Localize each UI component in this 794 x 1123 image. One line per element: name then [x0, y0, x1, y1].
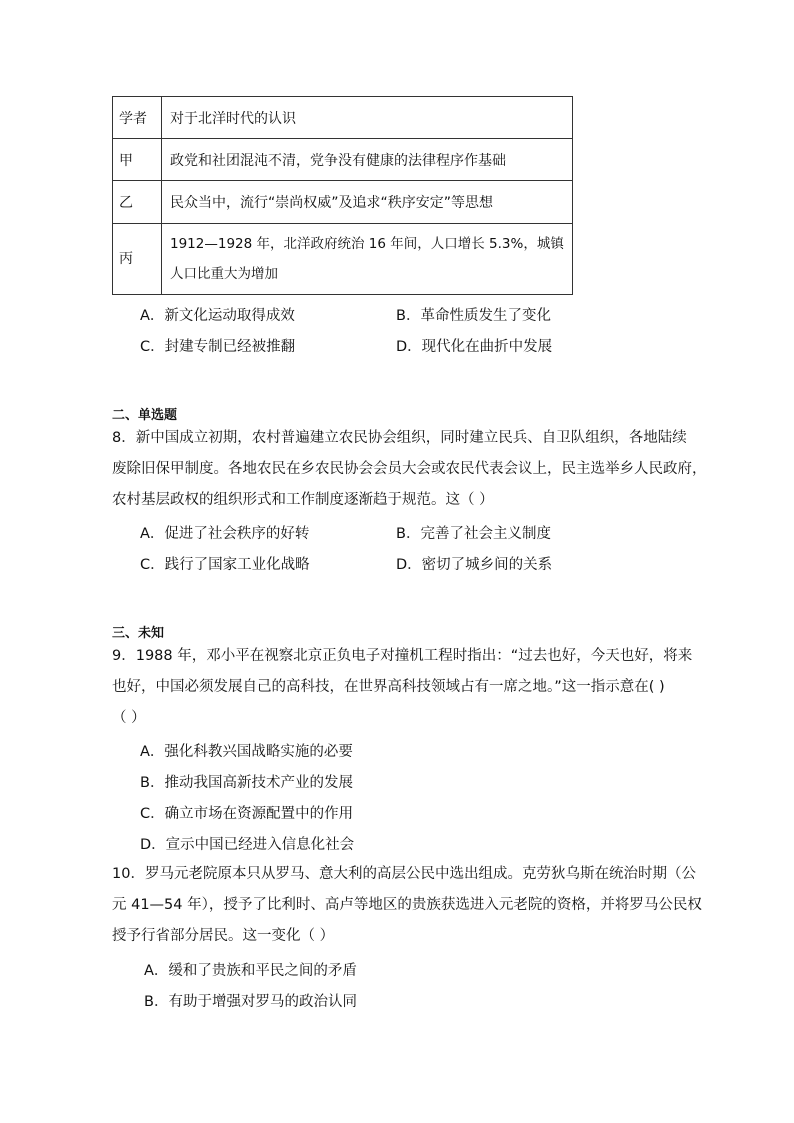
q9-stem-line: 也好，中国必须发展自己的高科技，在世界高科技领域占有一席之地。”这一指示意在( ) [112, 679, 665, 695]
scholars-table [112, 96, 573, 295]
q8-option-b[interactable]: B．完善了社会主义制度 [396, 526, 551, 542]
q8-stem-line: 8．新中国成立初期，农村普遍建立农民协会组织，同时建立民兵、自卫队组织，各地陆续 [112, 430, 687, 446]
q8-option-c[interactable]: C．践行了国家工业化战略 [140, 557, 310, 573]
table-cell: 甲 [113, 139, 162, 181]
table-cell: 丙 [113, 224, 162, 295]
q10-stem [112, 859, 702, 952]
q10-option-b[interactable]: B．有助于增强对罗马的政治认同 [144, 994, 357, 1010]
q10-option-a[interactable]: A．缓和了贵族和平民之间的矛盾 [144, 963, 357, 979]
q9-stem [112, 641, 693, 734]
table-row [113, 224, 573, 295]
q9-stem-line: 9．1988 年，邓小平在视察北京正负电子对撞机工程时指出：“过去也好，今天也好，将来 [112, 648, 693, 664]
table-header-row [113, 97, 573, 139]
q10-stem-line: 元 41—54 年），授予了比利时、高卢等地区的贵族获选进入元老院的资格，并将罗马公民权 [112, 897, 702, 913]
table-row [113, 139, 573, 181]
table-cell: 民众当中，流行“崇尚权威”及追求“秩序安定”等思想 [162, 181, 573, 224]
table-header-cell: 学者 [113, 97, 162, 139]
q8-option-a[interactable]: A．促进了社会秩序的好转 [140, 526, 310, 542]
q7-option-c[interactable]: C．封建专制已经被推翻 [140, 339, 296, 355]
q10-stem-line: 10．罗马元老院原本只从罗马、意大利的高层公民中选出组成。克劳狄乌斯在统治时期（公 [112, 866, 696, 882]
q8-stem-line: 农村基层政权的组织形式和工作制度逐渐趋于规范。这（ ） [112, 492, 494, 508]
section-title-single-choice: 二、单选题 [112, 408, 178, 423]
q8-option-d[interactable]: D．密切了城乡间的关系 [396, 557, 553, 573]
q7-option-a[interactable]: A．新文化运动取得成效 [140, 308, 295, 324]
section-title-unknown: 三、未知 [112, 626, 165, 641]
q9-option-a[interactable]: A．强化科教兴国战略实施的必要 [140, 744, 353, 760]
table-header-cell: 对于北洋时代的认识 [162, 97, 573, 139]
q7-option-d[interactable]: D．现代化在曲折中发展 [396, 339, 553, 355]
table-cell: 1912—1928 年，北洋政府统治 16 年间，人口增长 5.3%，城镇人口比重大为增加 [162, 224, 573, 295]
q9-option-c[interactable]: C．确立市场在资源配置中的作用 [140, 806, 354, 822]
q8-stem [112, 423, 707, 516]
q9-option-b[interactable]: B．推动我国高新技术产业的发展 [140, 775, 353, 791]
q9-option-d[interactable]: D．宣示中国已经进入信息化社会 [140, 837, 355, 853]
q9-stem-line: （ ） [112, 710, 146, 726]
table-cell: 政党和社团混沌不清，党争没有健康的法律程序作基础 [162, 139, 573, 181]
table-row [113, 181, 573, 224]
table-cell: 乙 [113, 181, 162, 224]
q10-stem-line: 授予行省部分居民。这一变化（ ） [112, 928, 335, 944]
q7-option-b[interactable]: B．革命性质发生了变化 [396, 308, 551, 324]
q8-stem-line: 废除旧保甲制度。各地农民在乡农民协会会员大会或农民代表会议上，民主选举乡人民政府， [112, 461, 707, 477]
